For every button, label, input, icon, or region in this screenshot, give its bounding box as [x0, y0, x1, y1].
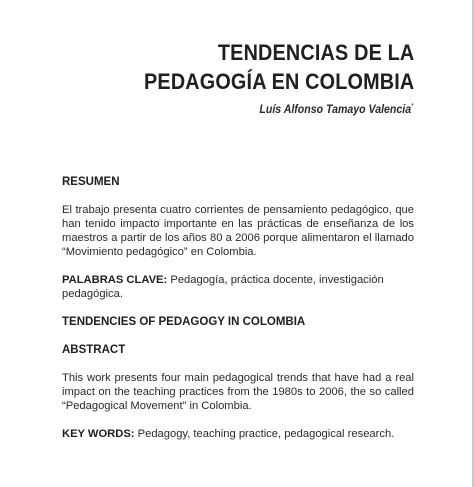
palabras-clave [62, 273, 414, 301]
author-name: Luís Alfonso Tamayo Valencia [259, 103, 412, 116]
article-title-line-1: TENDENCIAS DE LA [217, 40, 414, 65]
resumen-heading: RESUMEN [62, 176, 120, 188]
english-title: TENDENCIES OF PEDAGOGY IN COLOMBIA [62, 316, 306, 328]
key-words [62, 427, 414, 441]
resumen-body: El trabajo presenta cuatro corrientes de pensamiento pedagógico, que han tenido impacto importante en las prácticas de enseñanza de los maestros a partir de los años 80 a 2006 porque alimentaron el llamado “Movimiento pedagógico” en Colombia. [62, 204, 414, 258]
abstract-body: This work presents four main pedagogical trends that have had a real impact on the teaching practices from the 1980s to 2006, the so called “Pedagogical Movement” in Colombia. [62, 372, 414, 412]
palabras-clave-text: Pedagogía, práctica docente, investigación pedagógica. [62, 274, 384, 300]
author-footnote-mark: * [411, 103, 414, 110]
key-words-text: Pedagogy, teaching practice, pedagogical research. [134, 428, 395, 440]
article-title-line-2: PEDAGOGÍA EN COLOMBIA [143, 69, 414, 94]
abstract-heading: ABSTRACT [62, 344, 126, 356]
article-title [144, 38, 414, 96]
author-line [260, 103, 414, 116]
abstract-section [62, 175, 414, 455]
palabras-clave-label: PALABRAS CLAVE: [62, 274, 168, 286]
key-words-label: KEY WORDS: [62, 428, 135, 440]
